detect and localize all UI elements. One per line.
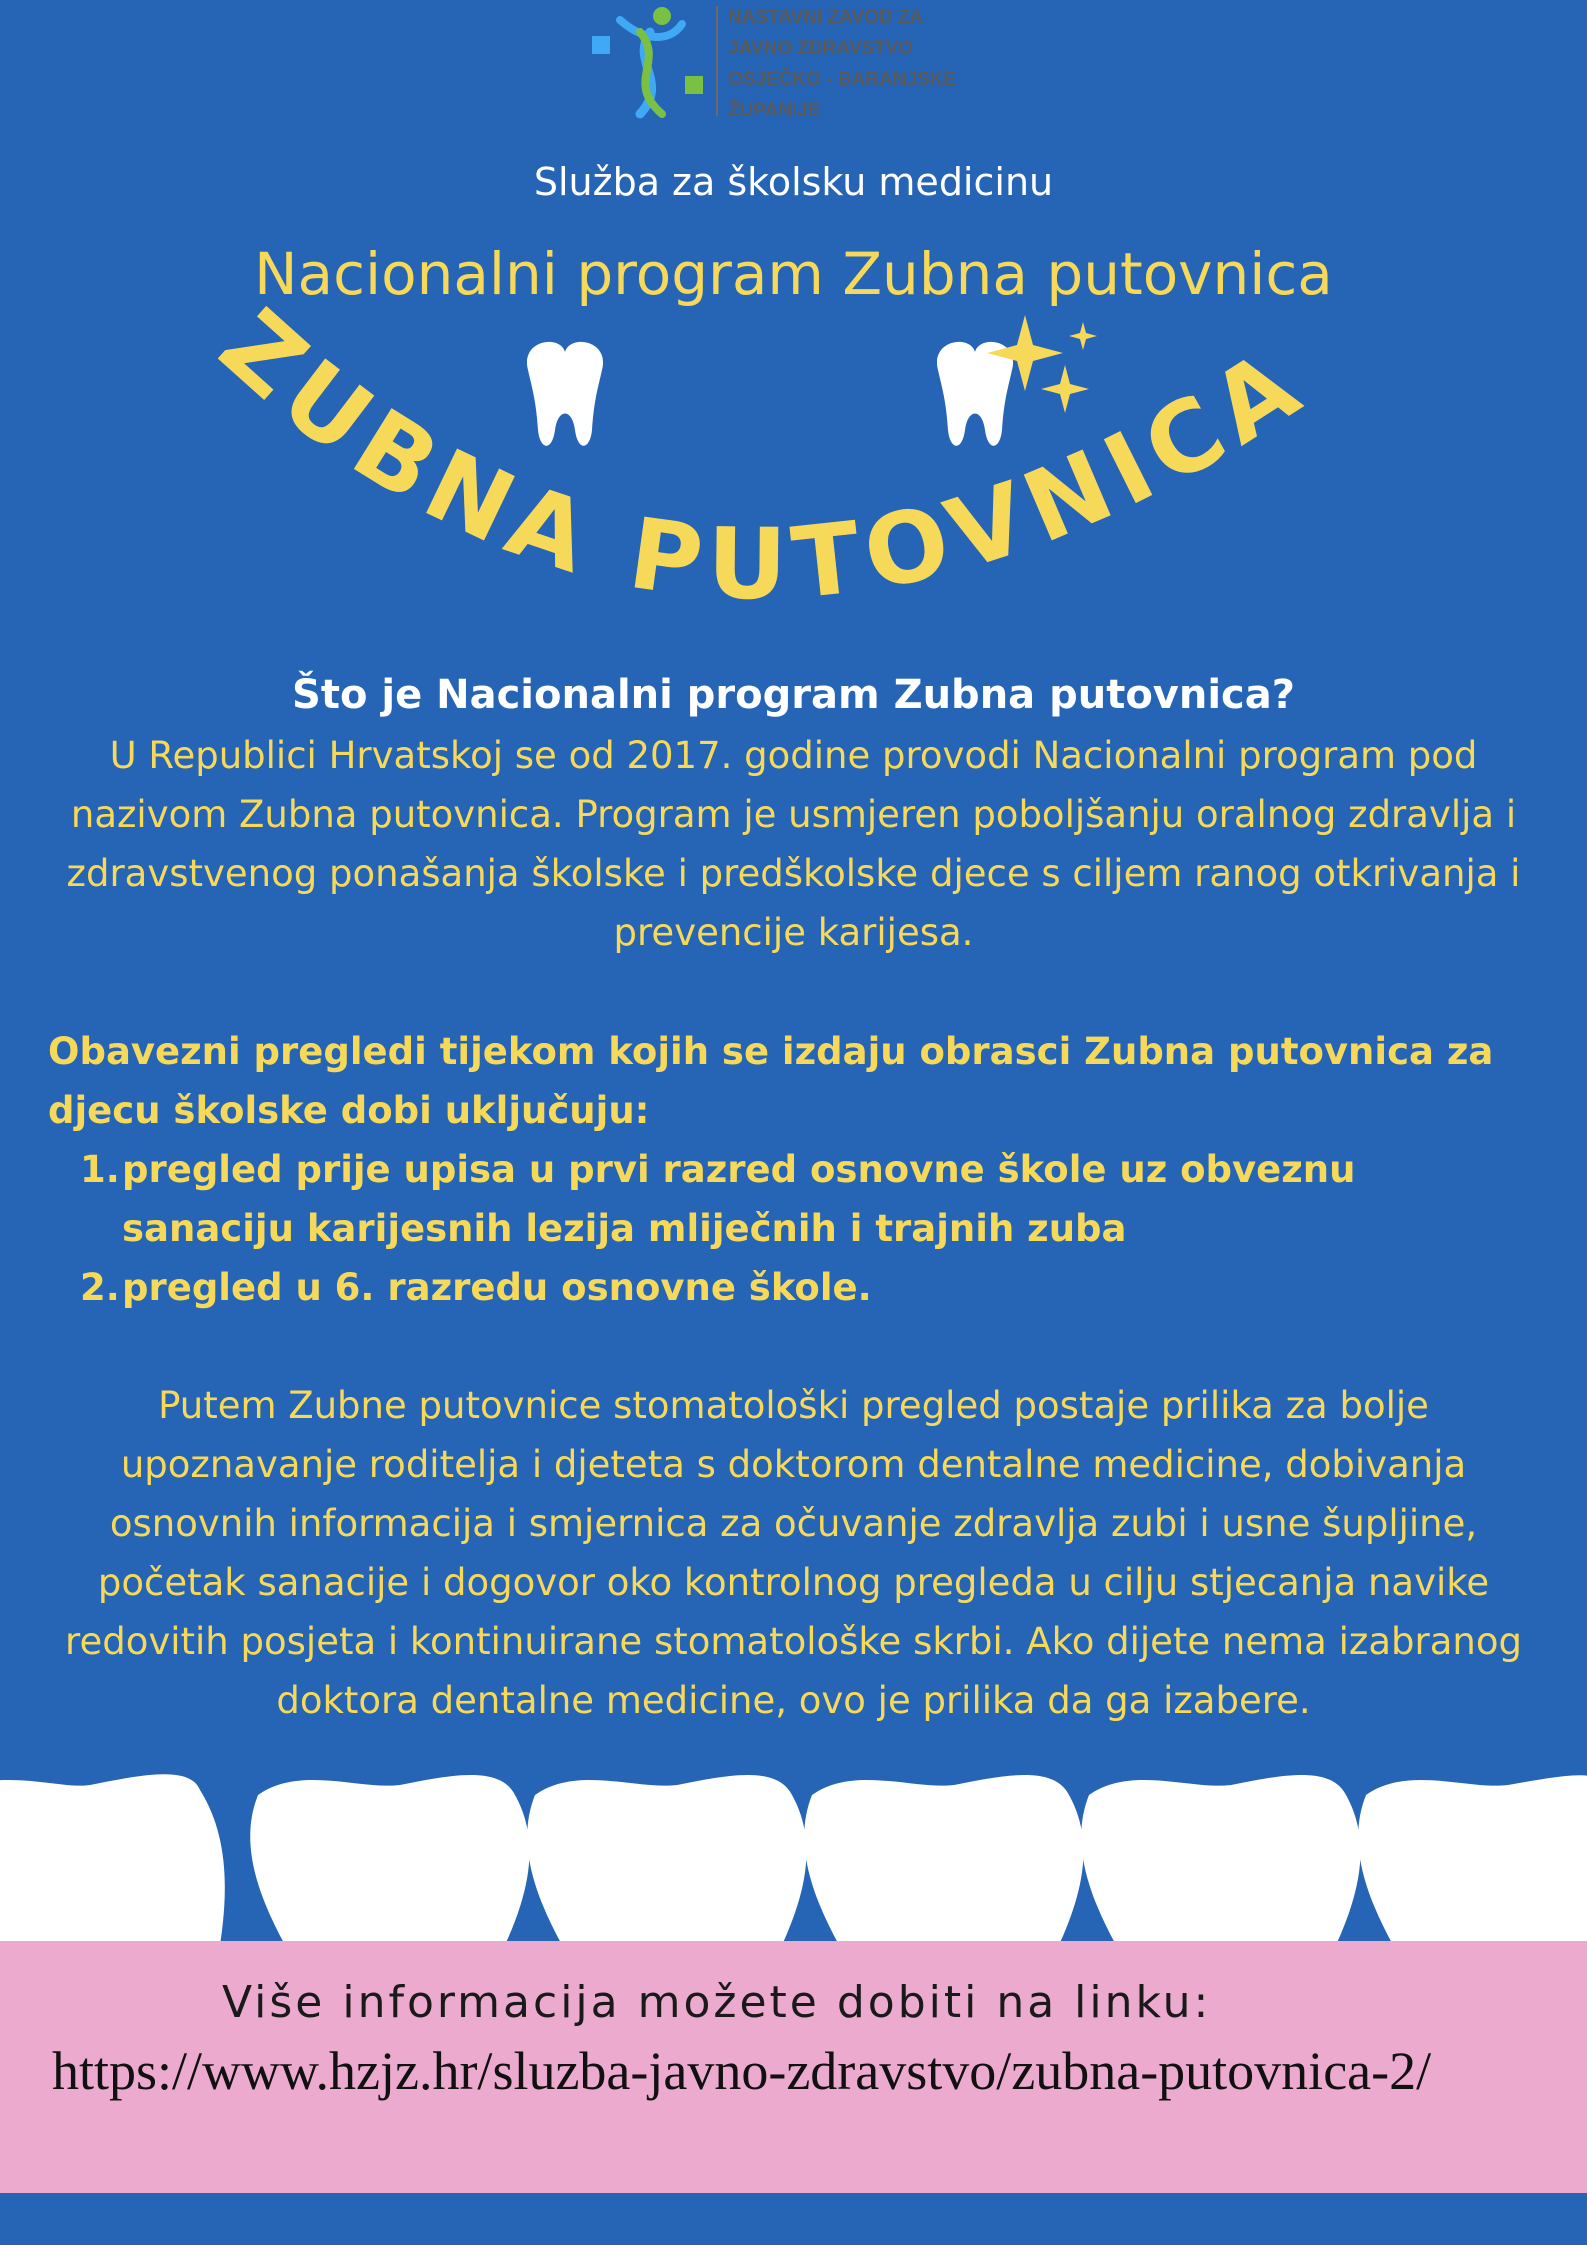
list-number: 1. <box>80 1148 120 1191</box>
list-number: 2. <box>80 1266 120 1309</box>
question-heading: Što je Nacionalni program Zubna putovnica? <box>292 672 1295 718</box>
list-item <box>80 1258 1510 1317</box>
teeth-row-graphic <box>0 1770 1587 1950</box>
institute-name: NASTAVNI ZAVOD ZA JAVNO ZDRAVSTVO OSJEČKO - BARANJSKE ŽUPANIJE <box>728 7 957 121</box>
exam-list <box>80 1140 1510 1317</box>
service-title: Služba za školsku medicinu <box>533 160 1054 204</box>
arc-title-text: ZUBNA PUTOVNICA <box>198 300 1327 623</box>
sparkling-tooth-icon <box>937 342 1013 446</box>
mandatory-exams-heading: Obavezni pregledi tijekom kojih se izdaju obrasci Zubna putovnica za djecu školske dobi uključuju: <box>48 1030 1494 1132</box>
tooth-row-icon <box>0 1774 1587 1945</box>
figure-logo-icon <box>592 7 703 114</box>
tooth-icon <box>527 342 603 446</box>
closing-paragraph: Putem Zubne putovnice stomatološki pregled postaje prilika za bolje upoznavanje roditelja i djeteta s doktorom dentalne medicine, dobivanja osnovnih informacija i smjernica za očuvanje zdravlja zubi i usne šupljine, početak sanacije i dogovor oko kontrolnog pregleda u cilju stjecanja navike redovitih posjeta i kontinuirane stomatološke skrbi. Ako dijete nema izabranog doktora dentalne medicine, ovo je prilika da ga izabere. <box>65 1384 1522 1722</box>
program-title: Nacionalni program Zubna putovnica <box>254 240 1333 308</box>
arc-title <box>199 300 1327 622</box>
list-item-text: pregled u 6. razredu osnovne škole. <box>122 1266 872 1309</box>
list-item-text: pregled prije upisa u prvi razred osnovne škole uz obveznu sanaciju karijesnih lezija mliječnih i trajnih zuba <box>122 1148 1356 1250</box>
list-item <box>80 1140 1510 1258</box>
more-info-text: Više informacija možete dobiti na linku: <box>222 1977 1212 2028</box>
intro-paragraph: U Republici Hrvatskoj se od 2017. godine provodi Nacionalni program pod nazivom Zubna putovnica. Program je usmjeren poboljšanju oralnog zdravlja i zdravstvenog ponašanja školske i predškolske djece s ciljem ranog otkrivanja i prevencije karijesa. <box>66 734 1521 954</box>
info-link[interactable]: https://www.hzjz.hr/sluzba-javno-zdravstvo/zubna-putovnica-2/ <box>52 2041 1432 2101</box>
arc-title-graphic <box>0 300 1587 680</box>
logo-divider <box>716 6 718 116</box>
